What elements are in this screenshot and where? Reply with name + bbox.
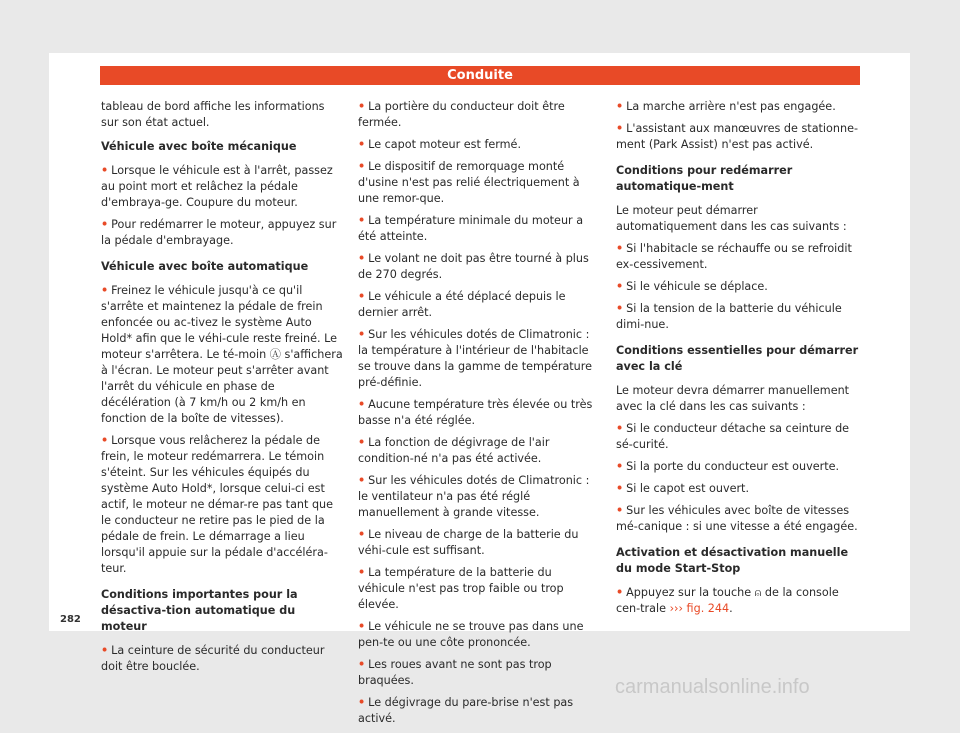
list-item: • La température minimale du moteur a été atteinte. xyxy=(358,214,584,243)
list-item: • Si la tension de la batterie du véhicule dimi-nue. xyxy=(616,302,842,331)
list-item: • Aucune température très élevée ou très basse n'a été réglée. xyxy=(358,398,593,427)
list-item: • L'assistant aux manœuvres de stationne-ment (Park Assist) n'est pas activé. xyxy=(616,122,858,151)
list-item: • Le véhicule a été déplacé depuis le dernier arrêt. xyxy=(358,290,566,319)
list-item: • Sur les véhicules avec boîte de vitesses mé-canique : si une vitesse a été engagée. xyxy=(616,504,858,533)
list-item: • Pour redémarrer le moteur, appuyez sur la pédale d'embrayage. xyxy=(101,218,337,247)
heading-automatic-restart: Conditions pour redémarrer automatique-ment xyxy=(616,164,793,193)
heading-automatic-gearbox: Véhicule avec boîte automatique xyxy=(101,260,309,273)
list-item: • Sur les véhicules dotés de Climatronic : le ventilateur n'a pas été réglé manuellement à grande vitesse. xyxy=(358,474,590,519)
column-3 xyxy=(616,99,860,623)
list-item: • Si le capot est ouvert. xyxy=(616,482,750,495)
figure-link[interactable]: ››› fig. 244 xyxy=(669,602,730,615)
list-item: • Lorsque vous relâcherez la pédale de frein, le moteur redémarrera. Le témoin s'éteint. Sur les véhicules équipés du système Auto Hold*, lorsque celui-ci est actif, le moteur ne démar-re pas tant que le conducteur ne retire pas le pied de la pédale de frein. Le démarrage a lieu lorsqu'il appuie sur la pédale d'accéléra-teur. xyxy=(101,434,334,575)
heading-deactivation-conditions: Conditions importantes pour la désactiva-tion automatique du moteur xyxy=(101,588,298,633)
list-item: • Si le conducteur détache sa ceinture de sé-curité. xyxy=(616,422,850,451)
list-item: • Le capot moteur est fermé. xyxy=(358,138,522,151)
list-item: • Le niveau de charge de la batterie du véhi-cule est suffisant. xyxy=(358,528,579,557)
list-item: • Sur les véhicules dotés de Climatronic : la température à l'intérieur de l'habitacle se trouve dans la gamme de température pré-définie. xyxy=(358,328,593,389)
list-item: • Lorsque le véhicule est à l'arrêt, passez au point mort et relâchez la pédale d'embraya-ge. Coupure du moteur. xyxy=(101,164,333,209)
restart-intro: Le moteur peut démarrer automatiquement dans les cas suivants : xyxy=(616,204,847,233)
list-item: • Si le véhicule se déplace. xyxy=(616,280,768,293)
list-item: • La portière du conducteur doit être fermée. xyxy=(358,100,565,129)
list-item: • La ceinture de sécurité du conducteur doit être bouclée. xyxy=(101,644,325,673)
section-header: Conduite xyxy=(100,66,860,85)
watermark: carmanualsonline.info xyxy=(615,676,810,698)
list-item: • La température de la batterie du véhicule n'est pas trop faible ou trop élevée. xyxy=(358,566,564,611)
heading-key-start: Conditions essentielles pour démarrer avec la clé xyxy=(616,344,859,373)
heading-manual-gearbox: Véhicule avec boîte mécanique xyxy=(101,140,297,153)
list-item: • Appuyez sur la touche ⍝ de la console cen-trale ››› fig. 244. xyxy=(616,586,839,615)
list-item: • Si la porte du conducteur est ouverte. xyxy=(616,460,840,473)
list-item: • Le volant ne doit pas être tourné à plus de 270 degrés. xyxy=(358,252,589,281)
list-item: • La marche arrière n'est pas engagée. xyxy=(616,100,836,113)
list-item: • Les roues avant ne sont pas trop braquées. xyxy=(358,658,552,687)
list-item: • Le dispositif de remorquage monté d'usine n'est pas relié électriquement à une remor-que. xyxy=(358,160,580,205)
list-item: • Freinez le véhicule jusqu'à ce qu'il s'arrête et maintenez la pédale de frein enfoncée ou ac-tivez le système Auto Hold* afin que le véhi-cule reste freiné. Le moteur s'arrêtera. Le té-moin Ⓐ s'affichera à l'écran. Le moteur peut s'arrêter avant l'arrêt du véhicule en phase de décélération (à 7 km/h ou 2 km/h en fonction de la boîte de vitesses). xyxy=(101,284,343,425)
column-1 xyxy=(101,99,343,681)
column-2 xyxy=(358,99,602,733)
list-item: • La fonction de dégivrage de l'air condition-né n'a pas été activée. xyxy=(358,436,550,465)
heading-manual-start-stop: Activation et désactivation manuelle du mode Start-Stop xyxy=(616,546,849,575)
list-item: • Le véhicule ne se trouve pas dans une pen-te ou une côte prononcée. xyxy=(358,620,584,649)
list-item: • Le dégivrage du pare-brise n'est pas activé. xyxy=(358,696,574,725)
list-item: • Si l'habitacle se réchauffe ou se refroidit ex-cessivement. xyxy=(616,242,852,271)
intro-paragraph: tableau de bord affiche les informations sur son état actuel. xyxy=(101,100,325,129)
page-number: 282 xyxy=(60,614,81,625)
key-intro: Le moteur devra démarrer manuellement avec la clé dans les cas suivants : xyxy=(616,384,850,413)
